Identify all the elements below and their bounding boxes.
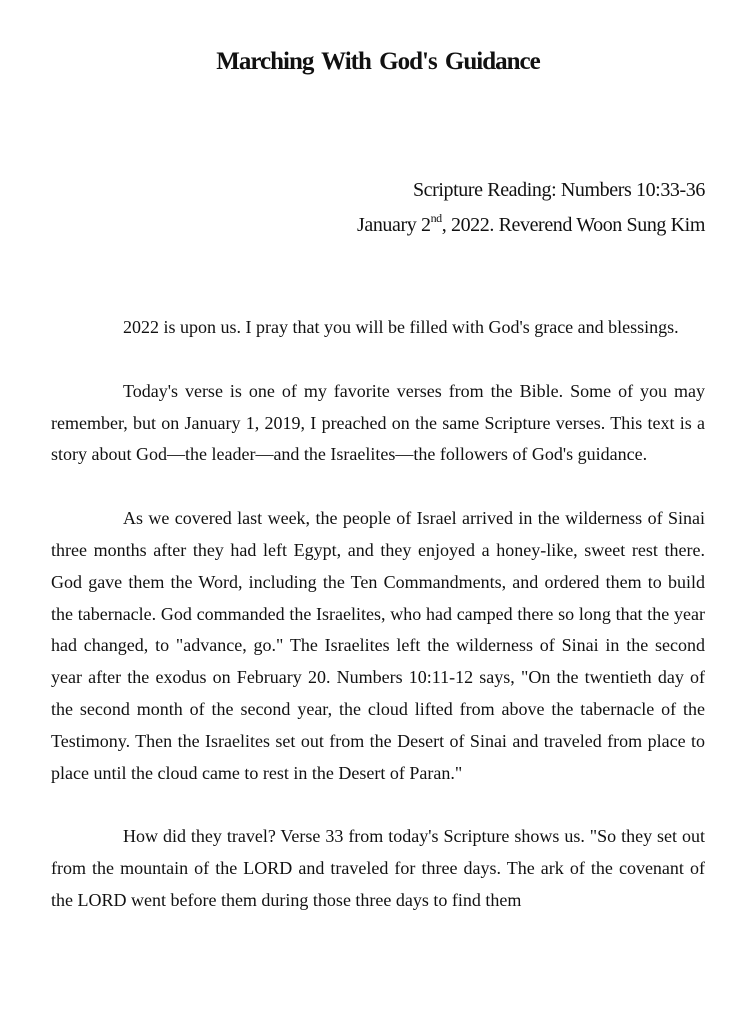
date-rest: , 2022. Reverend Woon Sung Kim — [441, 214, 705, 236]
sermon-title: Marching With God's Guidance — [216, 48, 540, 75]
date-prefix: January 2 — [356, 214, 431, 236]
scripture-reading: Scripture Reading: Numbers 10:33-36 — [412, 179, 705, 201]
paragraph: As we covered last week, the people of Israel arrived in the wilderness of Sinai three months after they had left Egypt, and they enjoyed a honey-like, sweet rest there. God gave them the Word, including the Ten Commandments, and ordered them to build the tabernacle. God commanded the Israelites, who had camped there so long that the year had changed, to "advance, go." The Israelites left the wilderness of Sinai in the second year after the exodus on February 20. Numbers 10:11-12 says, "On the twentieth day of the second month of the second year, the cloud lifted from above the tabernacle of the Testimony. Then the Israelites set out from the Desert of Sinai and traveled from place to place until the cloud came to rest in the Desert of Paran." — [51, 508, 705, 783]
paragraph: 2022 is upon us. I pray that you will be filled with God's grace and blessings. — [123, 317, 679, 337]
date-ordinal-suffix: nd — [430, 211, 442, 225]
paragraph: How did they travel? Verse 33 from today's Scripture shows us. "So they set out from the mountain of the LORD and traveled for three days. The ark of the covenant of the LORD went before them during those three days to find them — [51, 826, 705, 910]
sermon-date-author — [356, 211, 705, 237]
sermon-body — [51, 312, 705, 949]
paragraph: Today's verse is one of my favorite verses from the Bible. Some of you may remember, but on January 1, 2019, I preached on the same Scripture verses. This text is a story about God—the leader—and the Israelites—the followers of God's guidance. — [51, 380, 705, 465]
